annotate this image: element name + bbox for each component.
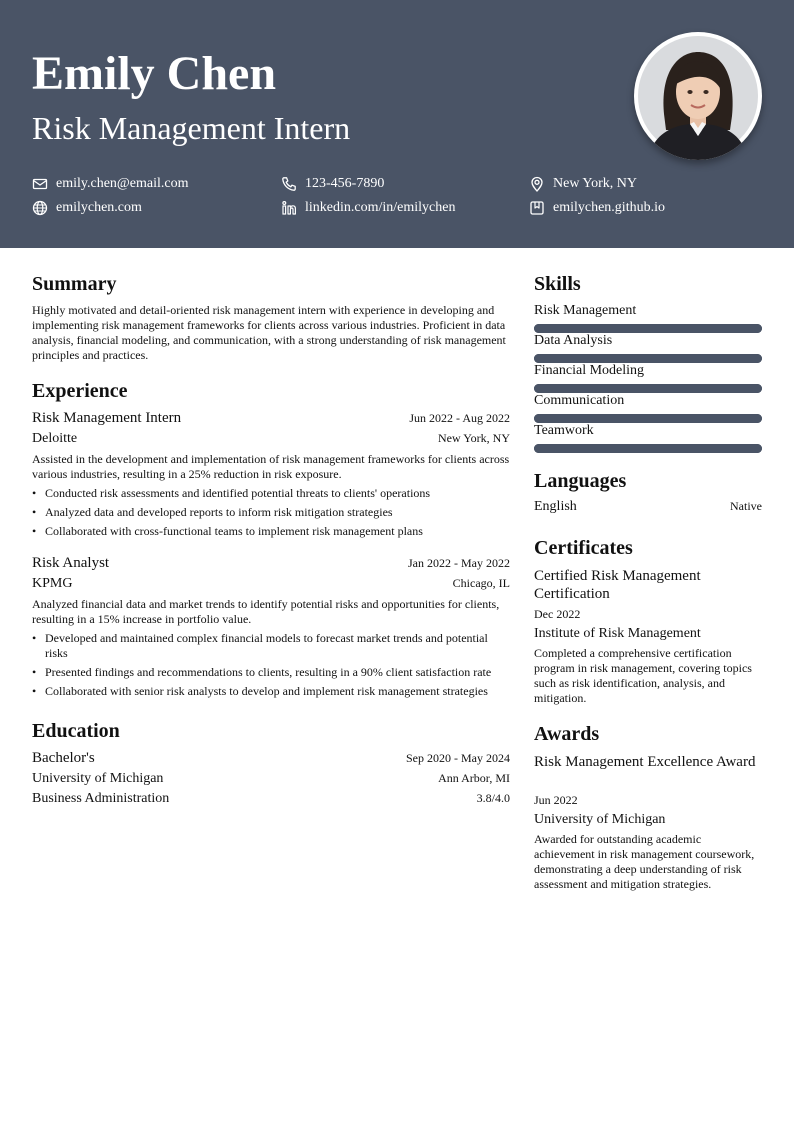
skill-label: Risk Management <box>534 303 637 318</box>
award-description: Awarded for outstanding academic achievement in risk management coursework, demonstrating a deep understanding of risk assessment and mitigation strategies. <box>534 832 755 891</box>
resume-header <box>0 0 794 248</box>
job-description: Analyzed financial data and market trends to identify potential risks and opportunities for clients, resulting in a 15% increase in portfolio value. <box>32 597 500 626</box>
job-2-bullets <box>32 631 510 703</box>
job-company: KPMG <box>32 576 73 591</box>
education-school: University of Michigan <box>32 771 164 786</box>
award-date: Jun 2022 <box>534 793 578 807</box>
job-2-company-row <box>32 576 510 592</box>
job-location: New York, NY <box>437 431 510 445</box>
experience-heading: Experience <box>32 380 128 402</box>
job-description: Assisted in the development and implementation of risk management frameworks for clients across various industries, resulting in a 25% reduction in risk exposure. <box>32 452 510 481</box>
certificates-heading: Certificates <box>534 537 633 559</box>
profile-photo <box>634 32 762 160</box>
mail-icon <box>32 176 48 192</box>
job-role: Risk Analyst <box>32 555 110 571</box>
skill-label: Teamwork <box>534 423 594 438</box>
job-2-title-row <box>32 555 510 572</box>
contact-phone[interactable]: 123-456-7890 <box>281 175 384 193</box>
list-item: • Developed and maintained complex financial models to forecast market trends and potential risks <box>32 631 510 661</box>
phone-icon <box>281 176 297 192</box>
job-location: Chicago, IL <box>452 576 510 590</box>
education-heading: Education <box>32 720 120 742</box>
language-row <box>534 499 762 515</box>
contact-location: New York, NY <box>529 175 637 193</box>
list-item: • Analyzed data and developed reports to inform risk mitigation strategies <box>32 505 510 520</box>
summary-heading: Summary <box>32 273 117 295</box>
education-field-row <box>32 791 510 807</box>
candidate-name: Emily Chen <box>32 47 277 100</box>
skill-bar <box>534 444 762 453</box>
education-degree: Bachelor's <box>32 750 95 766</box>
certificate-description: Completed a comprehensive certification program in risk management, covering topics such as risk identification, analysis, and mitigation. <box>534 646 752 705</box>
education-field: Business Administration <box>32 791 170 806</box>
languages-heading: Languages <box>534 470 627 492</box>
language-name: English <box>534 499 577 514</box>
candidate-title: Risk Management Intern <box>32 110 351 146</box>
globe-icon <box>32 200 48 216</box>
skill-label: Communication <box>534 393 625 408</box>
awards-heading: Awards <box>534 723 600 745</box>
contact-linkedin[interactable]: linkedin.com/in/emilychen <box>281 199 455 217</box>
job-role: Risk Management Intern <box>32 410 182 426</box>
education-degree-row <box>32 750 510 767</box>
contact-github[interactable]: emilychen.github.io <box>529 199 665 217</box>
list-item: • Presented findings and recommendations to clients, resulting in a 90% client satisfaction rate <box>32 665 510 680</box>
certificate-name: Certified Risk Management Certification <box>534 568 701 602</box>
contact-email[interactable]: emily.chen@email.com <box>32 175 189 193</box>
education-school-row <box>32 771 510 787</box>
linkedin-icon <box>281 200 297 216</box>
education-dates: Sep 2020 - May 2024 <box>406 751 510 765</box>
summary-text: Highly motivated and detail-oriented risk management intern with experience in developing and implementing risk management frameworks for clients across various industries. Proficient in data analysis, financial modeling, and communication, with a strong understanding of risk management principles and practices. <box>32 303 506 362</box>
contact-website[interactable]: emilychen.com <box>32 199 142 217</box>
job-company: Deloitte <box>32 431 78 446</box>
skills-heading: Skills <box>534 273 581 295</box>
job-1-title-row <box>32 410 510 427</box>
skill-level-fill <box>534 444 762 453</box>
job-dates: Jun 2022 - Aug 2022 <box>409 411 510 425</box>
language-level: Native <box>730 499 762 513</box>
education-gpa: 3.8/4.0 <box>476 791 510 805</box>
certificate-date: Dec 2022 <box>534 607 581 621</box>
job-dates: Jan 2022 - May 2022 <box>408 556 510 570</box>
list-item: • Conducted risk assessments and identified potential threats to clients' operations <box>32 486 510 501</box>
list-item: • Collaborated with senior risk analysts to develop and implement risk management strategies <box>32 684 510 699</box>
github-icon <box>529 200 545 216</box>
certificate-issuer: Institute of Risk Management <box>534 626 701 641</box>
award-issuer: University of Michigan <box>534 812 666 827</box>
skill-label: Financial Modeling <box>534 363 645 378</box>
job-1-bullets <box>32 486 510 543</box>
education-location: Ann Arbor, MI <box>438 771 510 785</box>
list-item: • Collaborated with cross-functional teams to implement risk management plans <box>32 524 510 539</box>
skill-label: Data Analysis <box>534 333 613 348</box>
location-icon <box>529 176 545 192</box>
job-1-company-row <box>32 431 510 447</box>
award-name: Risk Management Excellence Award <box>534 754 756 770</box>
